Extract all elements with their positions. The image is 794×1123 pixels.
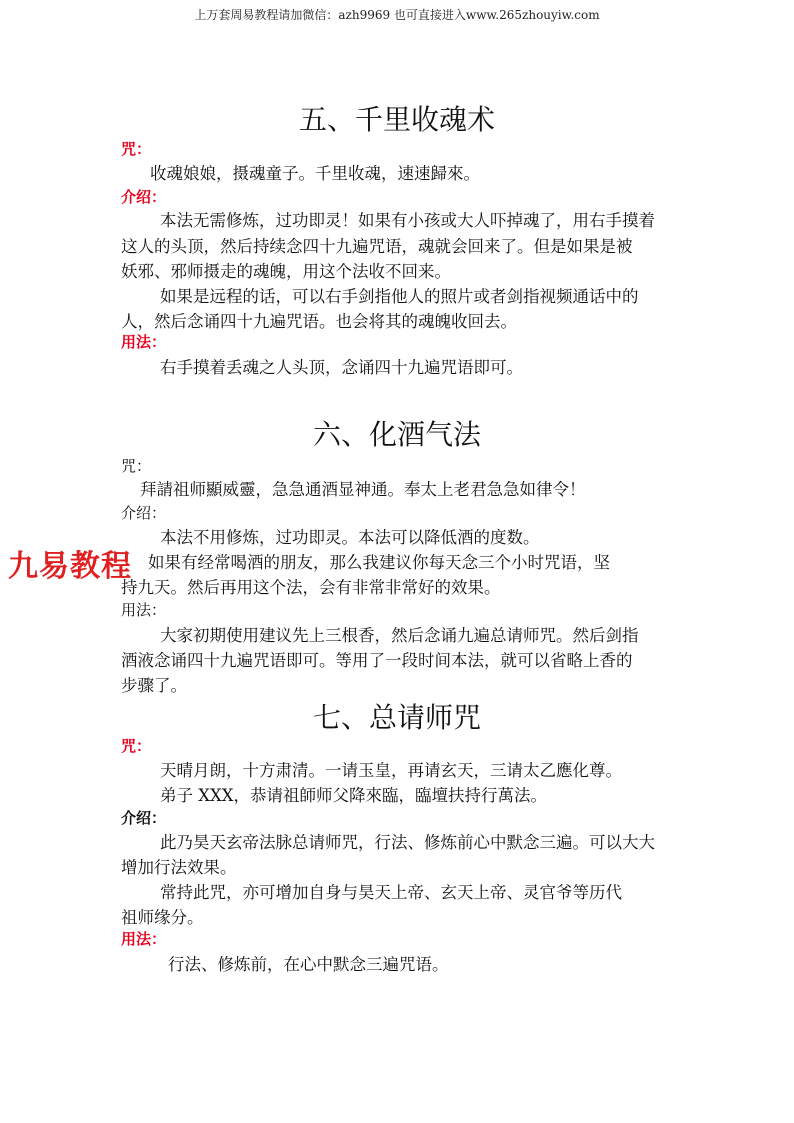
- usage-label: 用法：: [121, 930, 167, 948]
- intro-label: 介绍：: [121, 809, 167, 827]
- intro-line: 妖邪、邪师摄走的魂魄，用这个法收不回来。: [121, 262, 451, 281]
- intro-line: 持九天。然后再用这个法，会有非常非常好的效果。: [121, 578, 501, 597]
- intro-line: 本法不用修炼，过功即灵。本法可以降低酒的度数。: [160, 528, 540, 547]
- section-title: 六、化酒气法: [312, 418, 481, 451]
- intro-line: 增加行法效果。: [121, 858, 237, 877]
- intro-label: 介绍：: [121, 188, 167, 206]
- usage-label: 用法：: [121, 601, 167, 619]
- intro-line: 此乃昊天玄帝法脉总请师咒，行法、修炼前心中默念三遍。可以大大: [160, 833, 655, 852]
- intro-line: 本法无需修炼，过功即灵！如果有小孩或大人吓掉魂了，用右手摸着: [160, 211, 655, 230]
- watermark-logo: 九易教程: [8, 549, 132, 584]
- section-title: 五、千里收魂术: [298, 103, 495, 136]
- intro-line: 如果有经常喝酒的朋友，那么我建议你每天念三个小时咒语，坚: [148, 553, 610, 572]
- mantra-line: 天晴月朗，十方肃清。一请玉皇，再请玄天，三请太乙應化尊。: [160, 761, 622, 780]
- mantra-line: 收魂娘娘，摄魂童子。千里收魂，速速歸來。: [150, 164, 480, 183]
- usage-line: 行法、修炼前，在心中默念三遍咒语。: [168, 955, 449, 974]
- usage-line: 步骤了。: [121, 676, 187, 695]
- mantra-label: 咒：: [121, 457, 152, 475]
- intro-label: 介绍：: [121, 504, 167, 522]
- section-title: 七、总请师咒: [312, 701, 481, 734]
- mantra-label: 咒：: [121, 737, 152, 755]
- mantra-label: 咒：: [121, 140, 152, 158]
- intro-line: 如果是远程的话，可以右手剑指他人的照片或者剑指视频通话中的: [160, 287, 639, 306]
- usage-line: 酒液念诵四十九遍咒语即可。等用了一段时间本法，就可以省略上香的: [121, 651, 633, 670]
- intro-line: 人，然后念诵四十九遍咒语。也会将其的魂魄收回去。: [121, 312, 517, 331]
- intro-line: 祖师缘分。: [121, 908, 204, 927]
- intro-line: 常持此咒，亦可增加自身与昊天上帝、玄天上帝、灵官爷等历代: [160, 883, 622, 902]
- usage-line: 右手摸着丢魂之人头顶，念诵四十九遍咒语即可。: [160, 358, 523, 377]
- usage-line: 大家初期使用建议先上三根香，然后念诵九遍总请师咒。然后剑指: [160, 626, 639, 645]
- mantra-line: 拜請祖师顯威靈，急急通酒显神通。奉太上老君急急如律令！: [140, 480, 586, 499]
- intro-line: 这人的头顶，然后持续念四十九遍咒语，魂就会回来了。但是如果是被: [121, 237, 633, 256]
- usage-label: 用法：: [121, 333, 167, 351]
- mantra-line: 弟子 XXX，恭请祖師师父降來臨，臨壇扶持行萬法。: [160, 786, 547, 805]
- header-note: 上万套周易教程请加微信：azh9969 也可直接进入www.265zhouyiw.com: [194, 8, 600, 22]
